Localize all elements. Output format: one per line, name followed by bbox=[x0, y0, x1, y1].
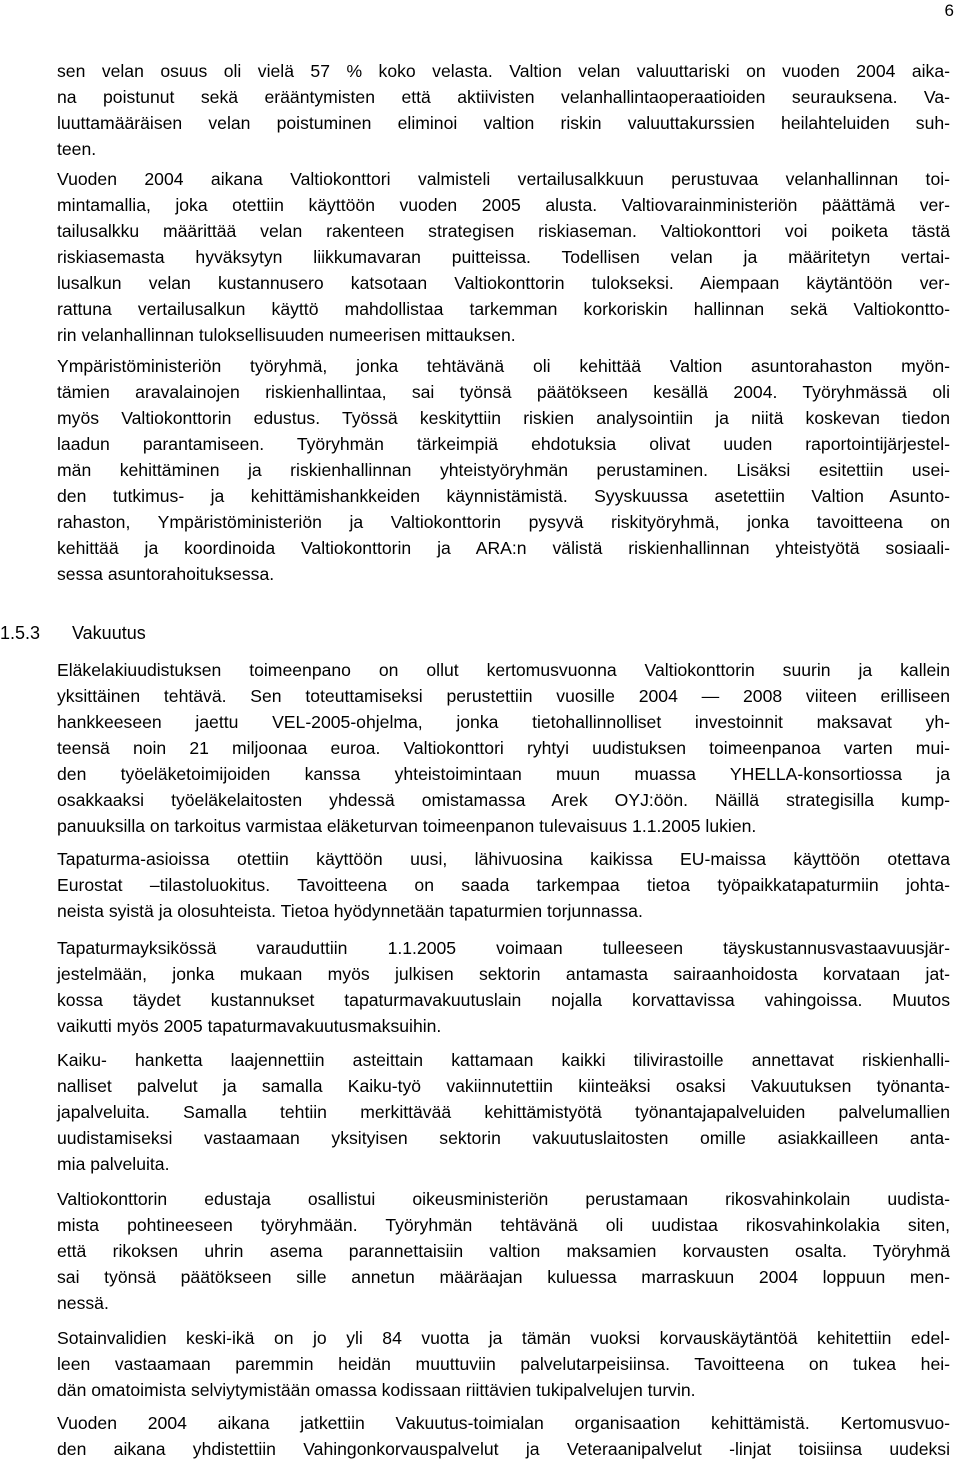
text-line: kehittää ja koordinoida Valtiokonttorin ja ARA:n välistä riskienhallinnan yhteistyötä sosiaali- bbox=[57, 538, 950, 558]
text-line: rattuna vertailusalkun käyttö mahdollistaa tarkemman korkoriskin hallinnan sekä Valtiokontto- bbox=[57, 299, 950, 319]
text-line: riskiasemasta hyväksytyn liikkumavaran puitteissa. Todellisen velan ja määritetyn vertai- bbox=[57, 247, 950, 267]
text-line: leen vastaamaan paremmin heidän muuttuviin palvelutarpeisiinsa. Tavoitteena on tukea hei- bbox=[57, 1354, 950, 1374]
text-line: osakkaaksi työeläkelaitosten yhdessä omistamassa Arek OYJ:öön. Näillä strategisilla kump- bbox=[57, 790, 950, 810]
text-line: teen. bbox=[57, 139, 97, 159]
text-line: Kaiku- hanketta laajennettiin asteittain kattamaan kaikki tilivirastoille annettavat riskienhalli- bbox=[57, 1050, 950, 1070]
paragraph-housing-fund-risk bbox=[57, 353, 950, 587]
text-line: myös Valtiokonttorin edustus. Työssä keskityttiin riskien analysointiin ja niitä koskevan tiedon bbox=[57, 408, 950, 428]
text-line: Ympäristöministeriön työryhmä, jonka tehtävänä oli kehittää Valtion asuntorahaston myön- bbox=[57, 356, 950, 376]
text-line: sai työnsä päätökseen sille annetun määräajan kuluessa marraskuun 2004 loppuun men- bbox=[57, 1267, 950, 1287]
text-line: jestelmään, jonka mukaan myös julkisen sektorin antamasta sairaanhoidosta korvataan jat- bbox=[57, 964, 950, 984]
text-line: Tapaturma-asioissa otettiin käyttöön uusi, lähivuosina kaikissa EU-maissa käyttöön otettava bbox=[57, 849, 950, 869]
text-line: kossa täydet kustannukset tapaturmavakuutuslain nojalla korvattavissa vahingoissa. Muutos bbox=[57, 990, 950, 1010]
text-line: tämien aravalainojen riskienhallintaa, sai työnsä päätökseen kesällä 2004. Työryhmässä oli bbox=[57, 382, 950, 402]
text-line: mista pohtineeseen työryhmään. Työryhmän tehtävänä oli uudistaa rikosvahinkolakia siten, bbox=[57, 1215, 950, 1235]
text-line: Tapaturmayksikössä varauduttiin 1.1.2005 voimaan tulleeseen täyskustannusvastaavuusjär- bbox=[57, 938, 950, 958]
paragraph-kaiku-project bbox=[57, 1047, 950, 1177]
section-number: 1.5.3 bbox=[0, 623, 41, 643]
text-line: Valtiokonttorin edustaja osallistui oikeusministeriön perustamaan rikosvahinkolain uudista- bbox=[57, 1189, 950, 1209]
text-line: rahaston, Ympäristöministeriön ja Valtiokonttorin pysyvä riskityöryhmä, jonka tavoitteena on bbox=[57, 512, 950, 532]
paragraph-organisation bbox=[57, 1410, 950, 1462]
text-line: Eurostat –tilastoluokitus. Tavoitteena on saada tarkempaa tietoa työpaikkatapaturmiin johta- bbox=[57, 875, 950, 895]
paragraph-crime-damage-law bbox=[57, 1186, 950, 1316]
text-line: sessa asuntorahoituksessa. bbox=[57, 564, 275, 584]
text-line: Eläkelakiuudistuksen toimeenpano on ollut kertomusvuonna Valtiokonttorin suurin ja kallein bbox=[57, 660, 950, 680]
text-line: Sotainvalidien keski-ikä on jo yli 84 vuotta ja tämän vuoksi korvauskäytäntöä kehitettiin edel- bbox=[57, 1328, 950, 1348]
paragraph-debt-currency-risk bbox=[57, 58, 950, 162]
text-line: uudistamiseksi vastaamaan yksityisen sektorin vakuutuslaitosten omille asiakkailleen anta- bbox=[57, 1128, 950, 1148]
paragraph-war-invalids bbox=[57, 1325, 950, 1403]
text-line: män kehittäminen ja riskienhallinnan yhteistyöryhmän perustaminen. Lisäksi esitettiin usei- bbox=[57, 460, 950, 480]
text-line: den aikana yhdistettiin Vahingonkorvauspalvelut ja Veteraanipalvelut -linjat toisiinsa uudeksi bbox=[57, 1439, 950, 1459]
text-line: panuuksilla on tarkoitus varmistaa eläketurvan toimeenpanon tulevaisuus 1.1.2005 lukien. bbox=[57, 816, 757, 836]
paragraph-benchmark-portfolio bbox=[57, 166, 950, 348]
text-line: japalveluita. Samalla tehtiin merkittävää kehittämistyötä työnantajapalveluiden palvelumallien bbox=[57, 1102, 950, 1122]
text-line: vaikutti myös 2005 tapaturmavakuutusmaksuihin. bbox=[57, 1016, 442, 1036]
paragraph-accident-unit bbox=[57, 935, 950, 1039]
page-number: 6 bbox=[944, 1, 954, 20]
text-line: laadun parantamiseen. Työryhmän tärkeimpiä ehdotuksia olivat uuden raportointijärjestel- bbox=[57, 434, 950, 454]
text-line: den tutkimus- ja kehittämishankkeiden käynnistämistä. Syyskuussa asetettiin Valtion Asunto- bbox=[57, 486, 950, 506]
text-line: rin velanhallinnan tuloksellisuuden numeerisen mittauksen. bbox=[57, 325, 516, 345]
section-heading bbox=[0, 620, 146, 646]
text-line: teensä noin 21 miljoonaa euroa. Valtiokonttori ryhtyi uudistuksen toimeenpanoa varten mui- bbox=[57, 738, 950, 758]
text-line: nessä. bbox=[57, 1293, 109, 1313]
text-line: nalliset palvelut ja samalla Kaiku-työ vakiinnutettiin kiinteäksi osaksi Vakuutuksen työnanta- bbox=[57, 1076, 950, 1096]
text-line: neista syistä ja olosuhteista. Tietoa hyödynnetään tapaturmien torjunnassa. bbox=[57, 901, 643, 921]
section-title: Vakuutus bbox=[72, 623, 146, 643]
text-line: että rikoksen uhrin asema parannettaisiin valtion maksamien korvausten osalta. Työryhmä bbox=[57, 1241, 950, 1261]
text-line: dän omatoimista selviytymistään omassa kodissaan riittävien tukipalvelujen turvin. bbox=[57, 1380, 696, 1400]
text-line: luuttamääräisen velan poistuminen eliminoi valtion riskin valuuttakurssien heilahteluiden suh- bbox=[57, 113, 950, 133]
text-line: mia palveluita. bbox=[57, 1154, 170, 1174]
text-line: hankkeeseen jaettu VEL-2005-ohjelma, jonka tietohallinnolliset investoinnit maksavat yh- bbox=[57, 712, 950, 732]
text-line: yksittäinen tehtävä. Sen toteuttamiseksi perustettiin vuosille 2004 — 2008 viiteen erilliseen bbox=[57, 686, 950, 706]
text-line: Vuoden 2004 aikana jatkettiin Vakuutus-toimialan organisaation kehittämistä. Kertomusvuo- bbox=[57, 1413, 950, 1433]
text-line: sen velan osuus oli vielä 57 % koko velasta. Valtion velan valuuttariski on vuoden 2004 aika- bbox=[57, 61, 950, 81]
text-line: den työeläketoimijoiden kanssa yhteistoimintaan muun muassa YHELLA-konsortiossa ja bbox=[57, 764, 950, 784]
paragraph-pension-reform bbox=[57, 657, 950, 839]
text-line: lusalkun velan kustannusero katsotaan Valtiokonttorin tulokseksi. Aiempaan käytäntöön ver- bbox=[57, 273, 950, 293]
text-line: Vuoden 2004 aikana Valtiokonttori valmisteli vertailusalkkuun perustuvaa velanhallinnan toi- bbox=[57, 169, 950, 189]
paragraph-accident-classification bbox=[57, 846, 950, 924]
text-line: mintamallia, joka otettiin käyttöön vuoden 2005 alusta. Valtiovarainministeriön päättämä ver- bbox=[57, 195, 950, 215]
text-line: na poistunut sekä erääntymisten että aktiivisten velanhallintaoperaatioiden seurauksena. Va- bbox=[57, 87, 950, 107]
text-line: tailusalkku määrittää velan rakenteen strategisen riskiaseman. Valtiokonttori voi poiketa tästä bbox=[57, 221, 950, 241]
